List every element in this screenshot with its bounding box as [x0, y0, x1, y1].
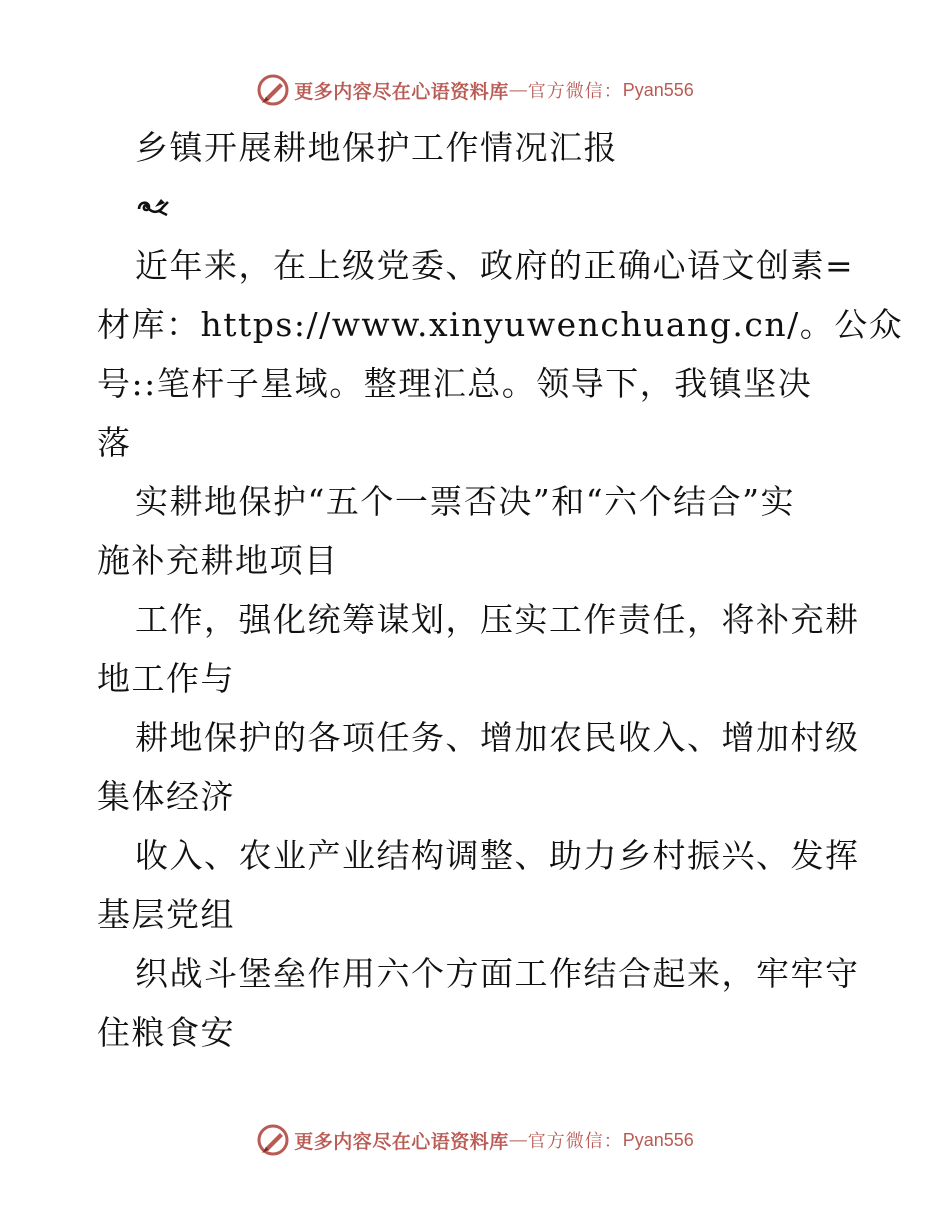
paragraph-line: 实耕地保护“五个一票否决”和“六个结合”实	[135, 482, 795, 521]
watermark-wechat-id: Pyan556	[622, 79, 694, 100]
watermark-wechat-label: 官方微信：	[527, 81, 623, 102]
paragraph-line: 基层党组	[97, 895, 235, 934]
paragraph-line: 耕地保护的各项任务、增加农民收入、增加村级	[135, 718, 860, 757]
flourish-icon	[135, 195, 171, 219]
header-watermark	[0, 70, 950, 110]
paragraph-line: 织战斗堡垒作用六个方面工作结合起来，牢牢守	[135, 954, 860, 993]
paragraph-line: 收入、农业产业结构调整、助力乡村振兴、发挥	[135, 836, 860, 875]
ornament-row	[97, 177, 867, 236]
paragraph-line: 集体经济	[97, 777, 235, 816]
document-body	[97, 118, 904, 1062]
paragraph-line: 号::笔杆子星域。整理汇总。领导下，我镇坚决	[97, 364, 813, 403]
watermark-site-text: 更多内容尽在心语资料库	[294, 1130, 509, 1153]
watermark-site-text: 更多内容尽在心语资料库	[294, 80, 509, 103]
paragraph-line: 落	[97, 423, 132, 462]
paragraph-line: 住粮食安	[97, 1013, 235, 1052]
paragraph-line: 工作，强化统筹谋划，压实工作责任，将补充耕	[135, 600, 860, 639]
paragraph-line: 材库：https://www.xinyuwenchuang.cn/。公众	[97, 305, 904, 344]
watermark-separator: —	[508, 1129, 528, 1151]
paragraph-line: 近年来，在上级党委、政府的正确心语文创素=	[135, 246, 855, 285]
watermark-separator: —	[508, 79, 528, 101]
watermark-wechat-label: 官方微信：	[527, 1131, 623, 1152]
watermark-wechat-id: Pyan556	[622, 1129, 694, 1150]
paragraph-line: 施补充耕地项目	[97, 541, 339, 580]
document-title: 乡镇开展耕地保护工作情况汇报	[135, 128, 618, 167]
pen-logo-icon	[256, 73, 290, 107]
pen-logo-icon	[256, 1123, 290, 1157]
footer-watermark	[0, 1120, 950, 1160]
paragraph-line: 地工作与	[97, 659, 235, 698]
